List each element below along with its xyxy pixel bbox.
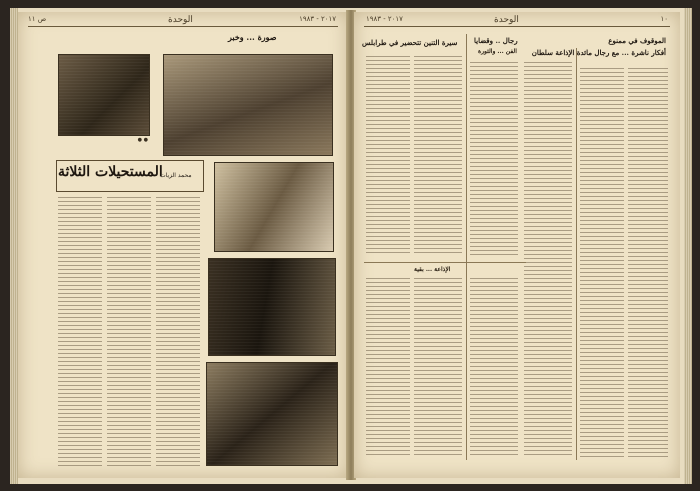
newspaper-spread: [10, 8, 692, 484]
bottom-col-b: [414, 278, 462, 458]
page-edge-left: [10, 8, 18, 484]
left-col-b: [414, 56, 462, 256]
headline-top: الموقوف في ممنوع: [608, 36, 666, 45]
article-column-2: [107, 197, 151, 469]
article-column-1: [58, 197, 102, 469]
middle-col-b: [470, 62, 518, 258]
left-page-number: ص ١١: [28, 15, 47, 23]
headline-col2: رجال .. وقضايا: [474, 36, 518, 45]
right-page: [354, 12, 680, 478]
byline: محمد الزيات: [160, 172, 192, 179]
photo-interview: [208, 258, 336, 356]
photo-meeting-group: [163, 54, 333, 156]
column-divider-1: [576, 48, 577, 460]
left-page: [18, 12, 348, 478]
left-issue: ٢٠١٧ - ١٩٨٣: [299, 15, 336, 23]
photo-portrait-caption: ● ●: [137, 137, 148, 143]
right-article-col-a: [580, 68, 624, 458]
photo-conference: [206, 362, 338, 466]
main-headline: المستحيلات الثلاثة: [58, 164, 163, 180]
photo-portrait: [58, 54, 150, 136]
right-article-col-b: [628, 68, 668, 458]
page-edge-right: [684, 8, 692, 484]
left-col-a: [366, 56, 410, 256]
photo-embrace: [214, 162, 334, 252]
column-divider-2: [466, 34, 467, 460]
right-header-rule: [364, 26, 670, 27]
left-header-rule: [28, 26, 338, 27]
right-masthead: الوحدة: [494, 15, 519, 25]
left-masthead: الوحدة: [168, 15, 193, 25]
article-column-3: [156, 197, 200, 469]
headline-main: أفكار ناشرة ... مع رجال مائدة الإذاعة سلطان: [531, 48, 666, 57]
right-page-number: ١٠: [660, 15, 668, 23]
bottom-col-c: [470, 278, 518, 458]
subhead-col2: الفن ... والثورة: [478, 48, 517, 55]
headline-col3: سيرة التنين تتحضير في طرابلس: [362, 38, 458, 47]
photo-section-title: صورة ... وخبر: [228, 32, 277, 42]
section-divider: [364, 262, 526, 263]
middle-col-a: [524, 62, 572, 458]
subhead-bottom: الإذاعة ... بقية: [414, 266, 451, 273]
bottom-col-a: [366, 278, 410, 458]
right-issue: ٢٠١٧ - ١٩٨٣: [366, 15, 403, 23]
